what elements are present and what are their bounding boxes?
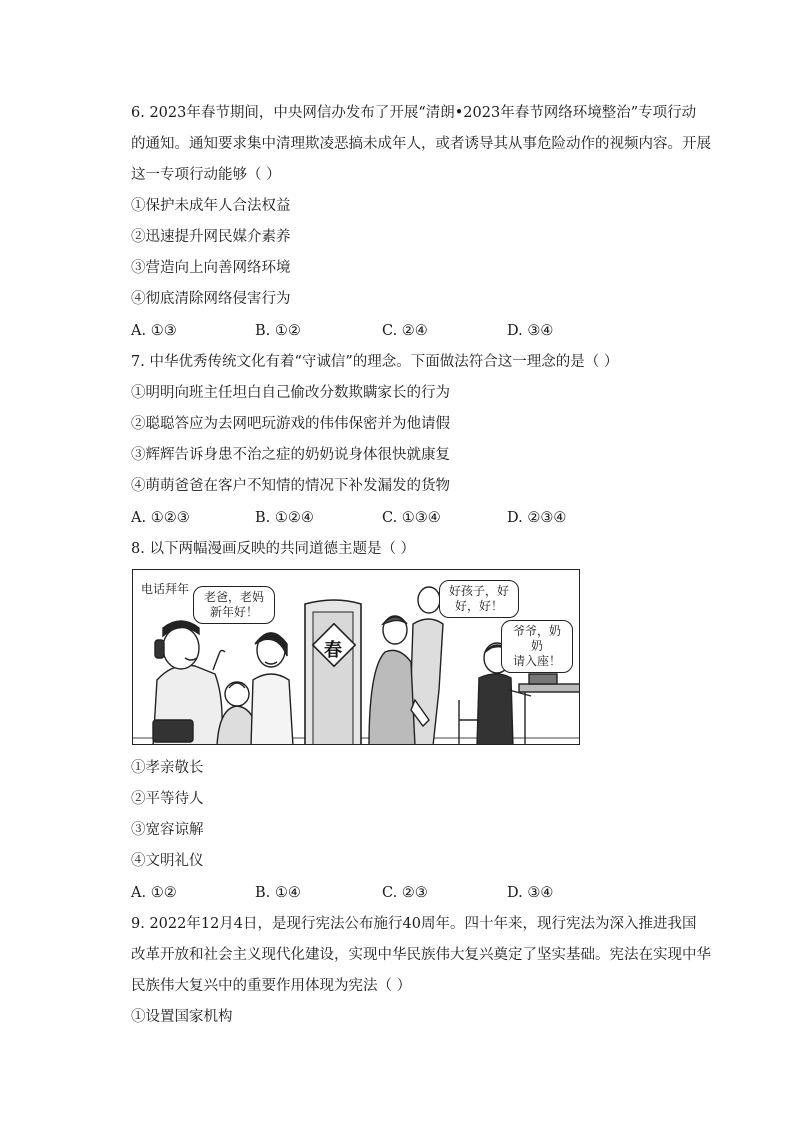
- door-spring-character: 春: [324, 640, 342, 661]
- q7-option-a[interactable]: A. ①②③: [131, 510, 190, 526]
- q7-stem-line1: 7. 中华优秀传统文化有着“守诚信”的理念。下面做法符合这一理念的是（ ）: [131, 354, 619, 370]
- father-figure: [153, 621, 225, 745]
- bubble-elder-line2: 好，好！: [454, 599, 503, 613]
- q6-item-1: ①保护未成年人合法权益: [131, 198, 291, 214]
- table: [519, 674, 580, 745]
- q7-option-d[interactable]: D. ②③④: [507, 510, 567, 526]
- q6-item-2: ②迅速提升网民媒介素养: [131, 229, 291, 245]
- q8-item-2: ②平等待人: [131, 791, 204, 807]
- q8-stem-line1: 8. 以下两幅漫画反映的共同道德主题是（ ）: [131, 541, 416, 557]
- q9-stem-line1: 9. 2022年12月4日，是现行宪法公布施行40周年。四十年来，现行宪法为深入推进我国: [131, 916, 697, 932]
- grandparents-figures: [369, 587, 443, 745]
- q6-item-3: ③营造向上向善网络环境: [131, 260, 291, 276]
- q8-option-b[interactable]: B. ①④: [255, 885, 301, 901]
- q6-option-c[interactable]: C. ②④: [382, 323, 428, 339]
- mother-figure: [251, 633, 293, 745]
- q6-option-a[interactable]: A. ①③: [131, 323, 177, 339]
- q6-option-b[interactable]: B. ①②: [255, 323, 301, 339]
- q6-stem-line3: 这一专项行动能够（ ）: [131, 167, 281, 183]
- q6-item-4: ④彻底清除网络侵害行为: [131, 291, 291, 307]
- bubble-child-line2: 请入座！: [512, 654, 561, 668]
- q9-stem-line2: 改革开放和社会主义现代化建设，实现中华民族伟大复兴奠定了坚实基础。宪法在实现中华: [131, 947, 711, 963]
- q8-option-c[interactable]: C. ②③: [382, 885, 428, 901]
- q7-item-3: ③辉辉告诉身患不治之症的奶奶说身体很快就康复: [131, 447, 450, 463]
- q7-item-2: ②聪聪答应为去网吧玩游戏的伟伟保密并为他请假: [131, 416, 450, 432]
- q6-option-d[interactable]: D. ③④: [507, 323, 554, 339]
- q8-item-4: ④文明礼仪: [131, 853, 204, 869]
- speech-bubble-elder: [439, 580, 519, 618]
- bubble-left-line1: 老爸，老妈: [203, 590, 264, 604]
- q6-stem-line2: 的通知。通知要求集中清理欺凌恶搞未成年人，或者诱导其从事危险动作的视频内容。开展: [131, 136, 711, 152]
- q8-option-d[interactable]: D. ③④: [507, 885, 554, 901]
- q9-item-1: ①设置国家机构: [131, 1009, 233, 1025]
- bubble-left-line2: 新年好！: [209, 605, 258, 619]
- q7-item-1: ①明明向班主任坦白自己偷改分数欺瞒家长的行为: [131, 385, 450, 401]
- door: [305, 600, 361, 745]
- q8-item-1: ①孝亲敬长: [131, 760, 204, 776]
- q8-item-3: ③宽容谅解: [131, 822, 204, 838]
- speech-bubble-child: [501, 620, 573, 673]
- comic-illustration: [132, 569, 580, 745]
- bubble-elder-line1: 好孩子，好: [448, 584, 509, 598]
- q8-option-a[interactable]: A. ①②: [131, 885, 177, 901]
- comic-caption: 电话拜年: [141, 582, 190, 596]
- bubble-child-line1: 爷爷，奶奶: [512, 624, 561, 653]
- q7-item-4: ④萌萌爸爸在客户不知情的情况下补发漏发的货物: [131, 478, 450, 494]
- q7-option-c[interactable]: C. ①③④: [382, 510, 441, 526]
- q9-stem-line3: 民族伟大复兴中的重要作用体现为宪法（ ）: [131, 978, 412, 994]
- q7-option-b[interactable]: B. ①②④: [255, 510, 314, 526]
- q6-stem-line1: 6. 2023年春节期间，中央网信办发布了开展“清朗•2023年春节网络环境整治”专项行动: [131, 105, 697, 121]
- speech-bubble-left: [193, 586, 275, 624]
